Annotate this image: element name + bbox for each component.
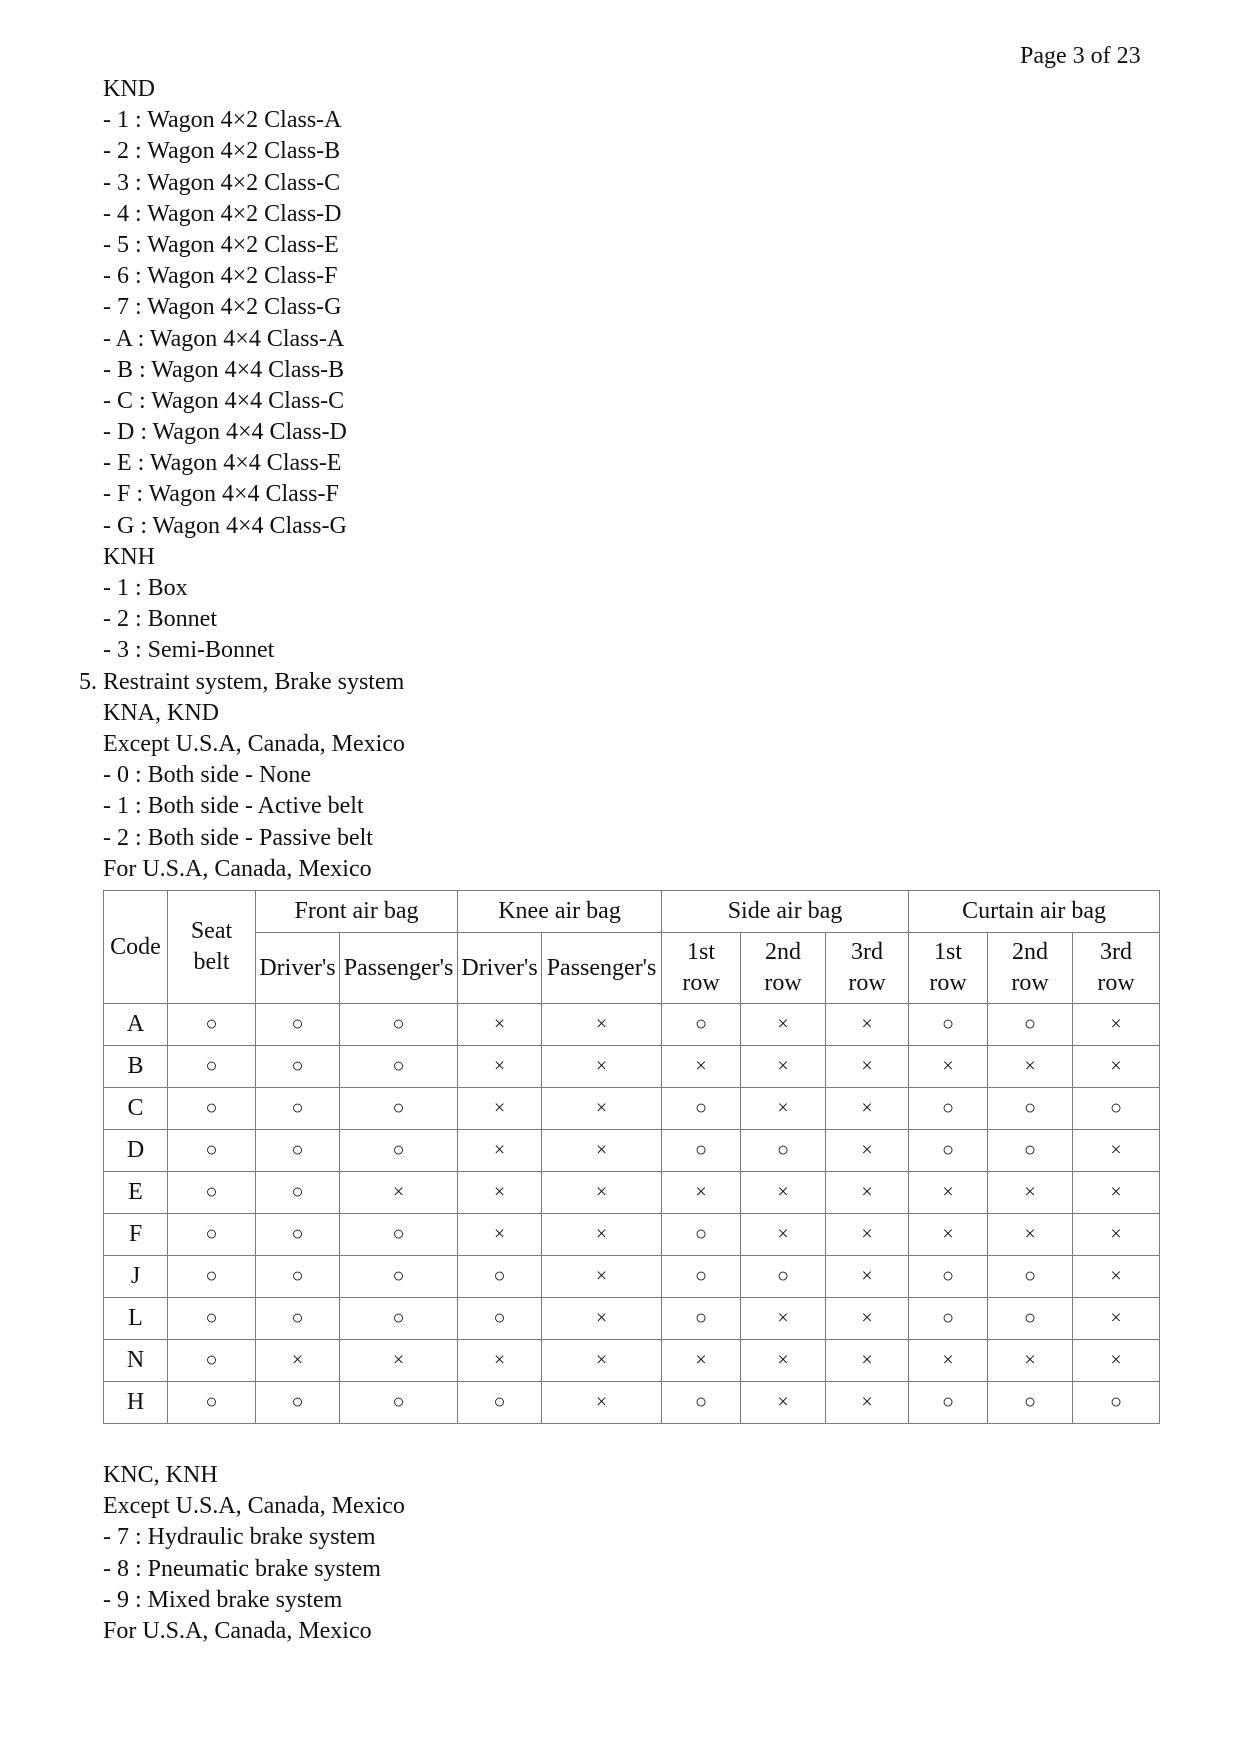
text-line: Except U.S.A, Canada, Mexico (103, 1493, 405, 1520)
header-knee-passengers: Passenger's (542, 933, 662, 1004)
table-cell: ○ (256, 1004, 340, 1046)
table-cell: ○ (909, 1004, 988, 1046)
text-line: KNH (103, 543, 155, 570)
text-line: For U.S.A, Canada, Mexico (103, 1617, 372, 1644)
text-line: - 2 : Wagon 4×2 Class-B (103, 138, 341, 165)
bottom-text-block (0, 1460, 1242, 1647)
table-row (104, 1214, 1160, 1256)
table-header-row-1 (104, 891, 1160, 933)
text-line: Except U.S.A, Canada, Mexico (103, 730, 405, 757)
table-cell: × (458, 1046, 542, 1088)
text-line: For U.S.A, Canada, Mexico (103, 855, 372, 882)
table-row (104, 1298, 1160, 1340)
header-front-air-bag: Front air bag (256, 891, 458, 933)
table-cell: ○ (168, 1214, 256, 1256)
table-cell: × (988, 1340, 1073, 1382)
table-cell: × (1073, 1256, 1160, 1298)
table-cell: ○ (458, 1256, 542, 1298)
table-cell: × (826, 1298, 909, 1340)
header-side-1st-row: 1st row (662, 933, 741, 1004)
row-code-cell: F (104, 1214, 168, 1256)
table-cell: ○ (168, 1382, 256, 1424)
table-cell: × (542, 1004, 662, 1046)
table-cell: × (826, 1172, 909, 1214)
table-cell: × (988, 1214, 1073, 1256)
text-line: - 5 : Wagon 4×2 Class-E (103, 231, 339, 258)
header-knee-air-bag: Knee air bag (458, 891, 662, 933)
table-row (104, 1172, 1160, 1214)
table-cell: × (662, 1172, 741, 1214)
table-cell: ○ (662, 1382, 741, 1424)
table-cell: ○ (988, 1256, 1073, 1298)
text-line: - 9 : Mixed brake system (103, 1586, 343, 1613)
table-cell: ○ (256, 1088, 340, 1130)
table-cell: × (1073, 1298, 1160, 1340)
text-line: - 3 : Wagon 4×2 Class-C (103, 169, 341, 196)
table-cell: × (340, 1172, 458, 1214)
row-code-cell: E (104, 1172, 168, 1214)
header-code: Code (104, 891, 168, 1004)
table-cell: × (741, 1298, 826, 1340)
table-cell: × (909, 1172, 988, 1214)
table-cell: ○ (256, 1172, 340, 1214)
table-cell: × (662, 1046, 741, 1088)
text-line: - C : Wagon 4×4 Class-C (103, 387, 345, 414)
table-cell: ○ (168, 1088, 256, 1130)
table-cell: ○ (256, 1382, 340, 1424)
text-line: - 8 : Pneumatic brake system (103, 1555, 381, 1582)
table-cell: × (458, 1004, 542, 1046)
text-line: - E : Wagon 4×4 Class-E (103, 450, 342, 477)
table-cell: ○ (1073, 1088, 1160, 1130)
table-cell: ○ (340, 1088, 458, 1130)
header-side-2nd-row: 2nd row (741, 933, 826, 1004)
table-cell: ○ (340, 1214, 458, 1256)
table-cell: ○ (256, 1256, 340, 1298)
table-cell: × (542, 1088, 662, 1130)
table-cell: × (1073, 1004, 1160, 1046)
table-cell: ○ (340, 1004, 458, 1046)
header-seat-belt: Seat belt (168, 891, 256, 1004)
header-side-air-bag: Side air bag (662, 891, 909, 933)
header-curtain-1st-row: 1st row (909, 933, 988, 1004)
table-cell: ○ (909, 1382, 988, 1424)
table-cell: × (1073, 1130, 1160, 1172)
row-code-cell: C (104, 1088, 168, 1130)
table-cell: ○ (340, 1382, 458, 1424)
table-cell: ○ (340, 1046, 458, 1088)
table-cell: × (458, 1214, 542, 1256)
row-code-cell: A (104, 1004, 168, 1046)
table-cell: × (909, 1214, 988, 1256)
table-row (104, 1004, 1160, 1046)
table-cell: ○ (168, 1172, 256, 1214)
table-cell: × (909, 1340, 988, 1382)
header-side-3rd-row: 3rd row (826, 933, 909, 1004)
text-line: - 1 : Wagon 4×2 Class-A (103, 107, 342, 134)
table-row (104, 1046, 1160, 1088)
table-cell: × (826, 1004, 909, 1046)
table-cell: × (741, 1088, 826, 1130)
text-line: - 7 : Hydraulic brake system (103, 1524, 376, 1551)
table-cell: × (458, 1172, 542, 1214)
text-line: - 2 : Both side - Passive belt (103, 824, 373, 851)
text-line: - 7 : Wagon 4×2 Class-G (103, 294, 342, 321)
table-cell: × (826, 1088, 909, 1130)
table-cell: × (741, 1004, 826, 1046)
table-cell: ○ (168, 1298, 256, 1340)
table-cell: × (542, 1214, 662, 1256)
table-cell: ○ (909, 1088, 988, 1130)
table-cell: ○ (662, 1130, 741, 1172)
header-curtain-3rd-row: 3rd row (1073, 933, 1160, 1004)
table-cell: ○ (340, 1298, 458, 1340)
table-cell: ○ (340, 1130, 458, 1172)
table-cell: ○ (256, 1214, 340, 1256)
table-cell: × (662, 1340, 741, 1382)
text-line: - 1 : Box (103, 575, 188, 601)
table-cell: × (826, 1130, 909, 1172)
text-line: - 3 : Semi-Bonnet (103, 637, 275, 664)
table-cell: × (256, 1340, 340, 1382)
text-line: KNA, KND (103, 699, 219, 726)
table-cell: ○ (458, 1382, 542, 1424)
text-line: - 6 : Wagon 4×2 Class-F (103, 263, 338, 290)
text-line: - G : Wagon 4×4 Class-G (103, 512, 347, 539)
table-cell: × (988, 1046, 1073, 1088)
table-cell: ○ (168, 1256, 256, 1298)
table-cell: × (741, 1340, 826, 1382)
text-line: - A : Wagon 4×4 Class-A (103, 325, 345, 352)
table-cell: × (542, 1256, 662, 1298)
text-line: - 4 : Wagon 4×2 Class-D (103, 200, 342, 227)
table-cell: ○ (741, 1256, 826, 1298)
header-front-passengers: Passenger's (340, 933, 458, 1004)
table-cell: × (741, 1214, 826, 1256)
row-code-cell: D (104, 1130, 168, 1172)
table-cell: ○ (256, 1046, 340, 1088)
table-cell: ○ (662, 1256, 741, 1298)
table-cell: × (826, 1340, 909, 1382)
table-cell: × (1073, 1172, 1160, 1214)
table-cell: ○ (168, 1130, 256, 1172)
table-cell: ○ (909, 1256, 988, 1298)
text-line: 5. Restraint system, Brake system (79, 668, 405, 695)
text-line: KND (103, 76, 155, 102)
table-cell: ○ (909, 1130, 988, 1172)
text-line: - F : Wagon 4×4 Class-F (103, 481, 339, 508)
table-cell: × (458, 1130, 542, 1172)
table-header-row-2 (104, 933, 1160, 1004)
row-code-cell: H (104, 1382, 168, 1424)
table-cell: ○ (662, 1088, 741, 1130)
table-cell: × (542, 1046, 662, 1088)
table-cell: ○ (340, 1256, 458, 1298)
table-cell: × (741, 1172, 826, 1214)
table-row (104, 1130, 1160, 1172)
table-cell: ○ (168, 1340, 256, 1382)
table-cell: ○ (988, 1130, 1073, 1172)
table-cell: ○ (909, 1298, 988, 1340)
table-cell: × (458, 1340, 542, 1382)
table-cell: ○ (988, 1088, 1073, 1130)
table-cell: × (340, 1340, 458, 1382)
table-cell: ○ (741, 1130, 826, 1172)
table-cell: × (542, 1298, 662, 1340)
table-row (104, 1382, 1160, 1424)
table-cell: × (458, 1088, 542, 1130)
table-cell: × (542, 1130, 662, 1172)
row-code-cell: L (104, 1298, 168, 1340)
header-front-drivers: Driver's (256, 933, 340, 1004)
table-cell: × (909, 1046, 988, 1088)
table-cell: ○ (256, 1298, 340, 1340)
table-cell: × (1073, 1046, 1160, 1088)
table-row (104, 1256, 1160, 1298)
table-cell: ○ (662, 1214, 741, 1256)
table-row (104, 1340, 1160, 1382)
table-cell: × (542, 1382, 662, 1424)
table-cell: × (542, 1172, 662, 1214)
header-curtain-air-bag: Curtain air bag (909, 891, 1160, 933)
table-cell: ○ (662, 1004, 741, 1046)
table-cell: × (826, 1382, 909, 1424)
table-cell: × (826, 1256, 909, 1298)
table-cell: × (741, 1382, 826, 1424)
restraint-system-table (103, 890, 1160, 1424)
text-line: - 1 : Both side - Active belt (103, 793, 364, 820)
table-cell: ○ (988, 1382, 1073, 1424)
table-cell: ○ (988, 1298, 1073, 1340)
table-cell: × (826, 1214, 909, 1256)
table-cell: ○ (458, 1298, 542, 1340)
table-cell: × (826, 1046, 909, 1088)
table-cell: × (741, 1046, 826, 1088)
page-number: Page 3 of 23 (1020, 43, 1141, 69)
row-code-cell: B (104, 1046, 168, 1088)
table-cell: × (1073, 1340, 1160, 1382)
table-cell: ○ (168, 1004, 256, 1046)
header-curtain-2nd-row: 2nd row (988, 933, 1073, 1004)
table-cell: ○ (256, 1130, 340, 1172)
table-cell: ○ (1073, 1382, 1160, 1424)
text-line: - B : Wagon 4×4 Class-B (103, 356, 345, 383)
row-code-cell: N (104, 1340, 168, 1382)
text-line: KNC, KNH (103, 1462, 218, 1488)
text-line: - D : Wagon 4×4 Class-D (103, 419, 347, 446)
table-cell: ○ (168, 1046, 256, 1088)
top-text-block (0, 74, 1242, 885)
table-cell: × (988, 1172, 1073, 1214)
row-code-cell: J (104, 1256, 168, 1298)
text-line: - 2 : Bonnet (103, 606, 217, 633)
table-cell: ○ (988, 1004, 1073, 1046)
table-row (104, 1088, 1160, 1130)
header-knee-drivers: Driver's (458, 933, 542, 1004)
text-line: - 0 : Both side - None (103, 762, 311, 789)
table-cell: × (1073, 1214, 1160, 1256)
table-cell: ○ (662, 1298, 741, 1340)
table-cell: × (542, 1340, 662, 1382)
